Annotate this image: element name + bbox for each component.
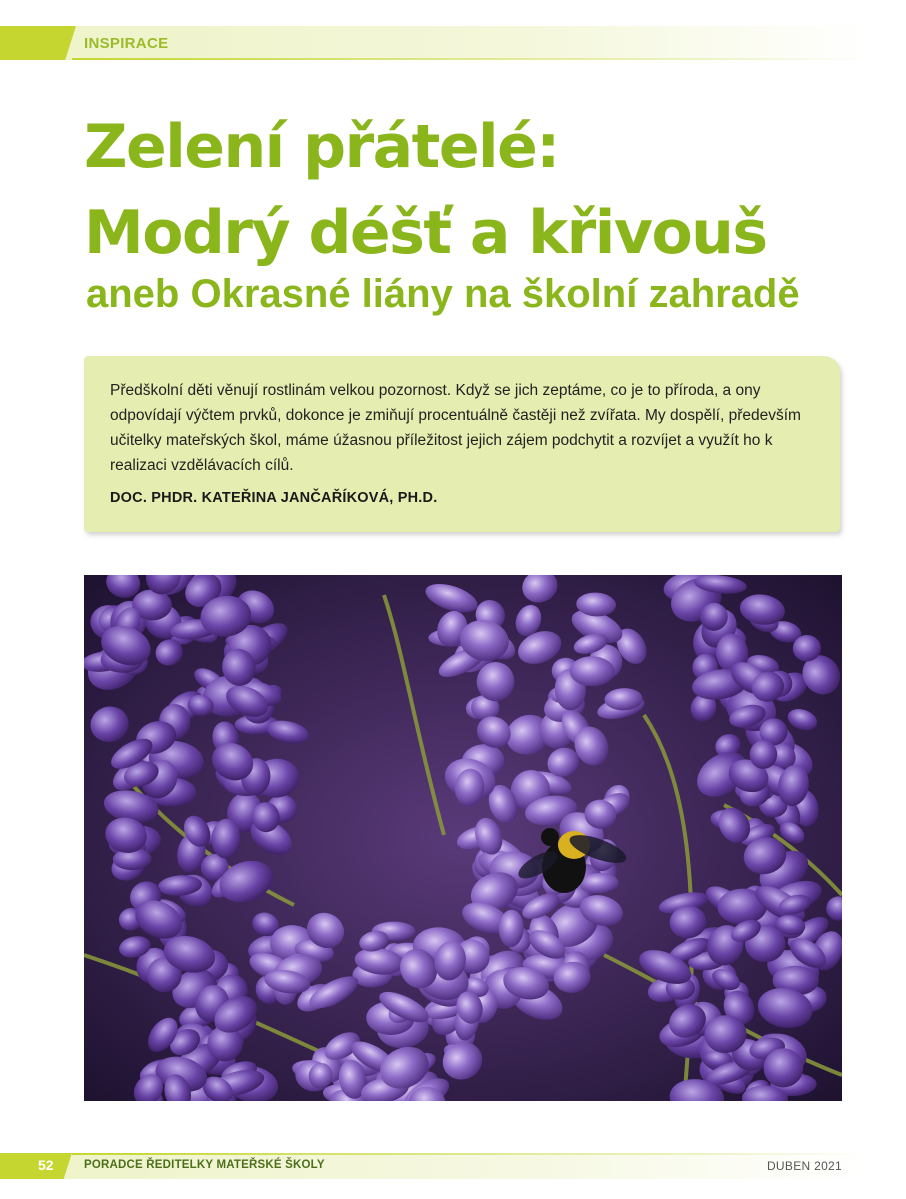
magazine-name: PORADCE ŘEDITELKY MATEŘSKÉ ŠKOLY bbox=[84, 1159, 325, 1171]
section-label: INSPIRACE bbox=[84, 35, 169, 52]
article-photo bbox=[84, 575, 842, 1101]
header-rule bbox=[72, 58, 870, 60]
header-tab bbox=[0, 26, 64, 60]
footer-rule bbox=[72, 1153, 870, 1155]
title-line-2: Modrý déšť a křivouš bbox=[84, 198, 767, 268]
article-subtitle: aneb Okrasné liány na školní zahradě bbox=[86, 272, 800, 316]
footer-tab bbox=[0, 1153, 64, 1179]
issue-date: DUBEN 2021 bbox=[766, 1159, 842, 1173]
intro-box bbox=[84, 356, 840, 532]
page-number: 52 bbox=[38, 1157, 54, 1173]
author-byline: DOC. PHDR. KATEŘINA JANČAŘÍKOVÁ, PH.D. bbox=[110, 490, 438, 506]
wisteria-photo-illustration bbox=[84, 575, 842, 1101]
title-line-1: Zelení přátelé: bbox=[84, 112, 559, 182]
article-title bbox=[84, 104, 884, 276]
intro-text: Předškolní děti věnují rostlinám velkou pozornost. Když se jich zeptáme, co je to příroda, a ony odpovídají výčtem prvků, dokonce je zmiňují procentuálně častěji než zvířata. My dospělí, především učitelky mateřských škol, máme úžasnou příležitost jejich zájem podchytit a rozvíjet a využít ho k realizaci vzdělávacích cílů. bbox=[110, 382, 801, 474]
